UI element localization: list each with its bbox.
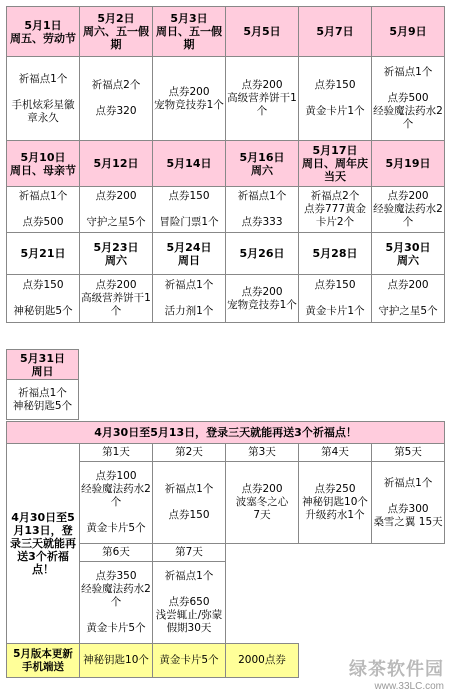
watermark (349, 655, 444, 692)
reward-cell: 点券200 宠物竞技券1个 (226, 275, 299, 323)
date-header: 5月26日 (226, 233, 299, 275)
reward-cell: 祈福点1个 手机炫彩星徽章永久 (7, 57, 80, 141)
date-header: 5月21日 (7, 233, 80, 275)
reward-cell: 点券150 黄金卡片1个 (299, 57, 372, 141)
bonus-side-label: 4月30日至5月13日，登录三天就能再送3个祈福点！ (7, 444, 80, 644)
day-reward: 点券200 波塞冬之心 7天 (226, 462, 299, 544)
reward-cell: 点券200 宠物竞技券1个 (153, 57, 226, 141)
day-label: 第3天 (226, 444, 299, 462)
reward-cell: 祈福点2个 点券320 (80, 57, 153, 141)
reward-cell: 点券200 高级营养饼干1个 (80, 275, 153, 323)
date-header: 5月16日 周六 (226, 141, 299, 187)
reward-cell: 祈福点1个 点券500 经验魔法药水2个 (372, 57, 445, 141)
date-header: 5月23日 周六 (80, 233, 153, 275)
reward-cell: 点券150 冒险门票1个 (153, 187, 226, 233)
date-header: 5月30日 周六 (372, 233, 445, 275)
day-reward: 祈福点1个 点券650 浅尝辄止/弥蒙假期30天 (153, 562, 226, 644)
reward-cell: 祈福点1个 神秘钥匙5个 (7, 380, 79, 420)
date-header: 5月10日 周日、母亲节 (7, 141, 80, 187)
date-header: 5月28日 (299, 233, 372, 275)
mobile-update-item: 神秘钥匙10个 (80, 644, 153, 678)
day-reward: 祈福点1个 点券300 桑雪之翼 15天 (372, 462, 445, 544)
reward-cell: 点券200 守护之星5个 (80, 187, 153, 233)
reward-cell: 点券200 经验魔法药水2个 (372, 187, 445, 233)
reward-cell: 祈福点2个 点券777黄金卡片2个 (299, 187, 372, 233)
day-reward: 点券350 经验魔法药水2个 黄金卡片5个 (80, 562, 153, 644)
day-label: 第4天 (299, 444, 372, 462)
day-label: 第2天 (153, 444, 226, 462)
date-header: 5月5日 (226, 7, 299, 57)
date-header: 5月19日 (372, 141, 445, 187)
mobile-update-item: 2000点券 (226, 644, 299, 678)
date-header: 5月3日 周日、五一假期 (153, 7, 226, 57)
login-bonus-table (6, 421, 445, 678)
day-label: 第6天 (80, 544, 153, 562)
day-label: 第5天 (372, 444, 445, 462)
reward-cell: 点券150 神秘钥匙5个 (7, 275, 80, 323)
watermark-title: 绿茶软件园 (349, 659, 444, 679)
mobile-update-label: 5月版本更新手机端送 (7, 644, 80, 678)
reward-cell: 祈福点1个 活力剂1个 (153, 275, 226, 323)
date-header: 5月31日 周日 (7, 350, 79, 380)
date-header: 5月14日 (153, 141, 226, 187)
date-header: 5月2日 周六、五一假期 (80, 7, 153, 57)
reward-cell: 点券200 守护之星5个 (372, 275, 445, 323)
day-reward: 点券100 经验魔法药水2个 黄金卡片5个 (80, 462, 153, 544)
day-reward: 点券250 神秘钥匙10个 升级药水1个 (299, 462, 372, 544)
date-header: 5月7日 (299, 7, 372, 57)
extra-day-table (6, 349, 79, 420)
date-header: 5月9日 (372, 7, 445, 57)
date-header: 5月24日 周日 (153, 233, 226, 275)
mobile-update-item: 黄金卡片5个 (153, 644, 226, 678)
day-reward: 祈福点1个 点券150 (153, 462, 226, 544)
day-label: 第1天 (80, 444, 153, 462)
bonus-title: 4月30日至5月13日，登录三天就能再送3个祈福点！ (7, 422, 445, 444)
date-header: 5月17日 周日、周年庆当天 (299, 141, 372, 187)
watermark-url: www.33LC.com (374, 681, 444, 692)
reward-cell: 点券200 高级营养饼干1个 (226, 57, 299, 141)
day-label: 第7天 (153, 544, 226, 562)
date-header: 5月12日 (80, 141, 153, 187)
date-header: 5月1日 周五、劳动节 (7, 7, 80, 57)
reward-cell: 祈福点1个 点券333 (226, 187, 299, 233)
reward-cell: 点券150 黄金卡片1个 (299, 275, 372, 323)
reward-cell: 祈福点1个 点券500 (7, 187, 80, 233)
calendar-table (6, 6, 445, 323)
empty-area (226, 544, 445, 644)
